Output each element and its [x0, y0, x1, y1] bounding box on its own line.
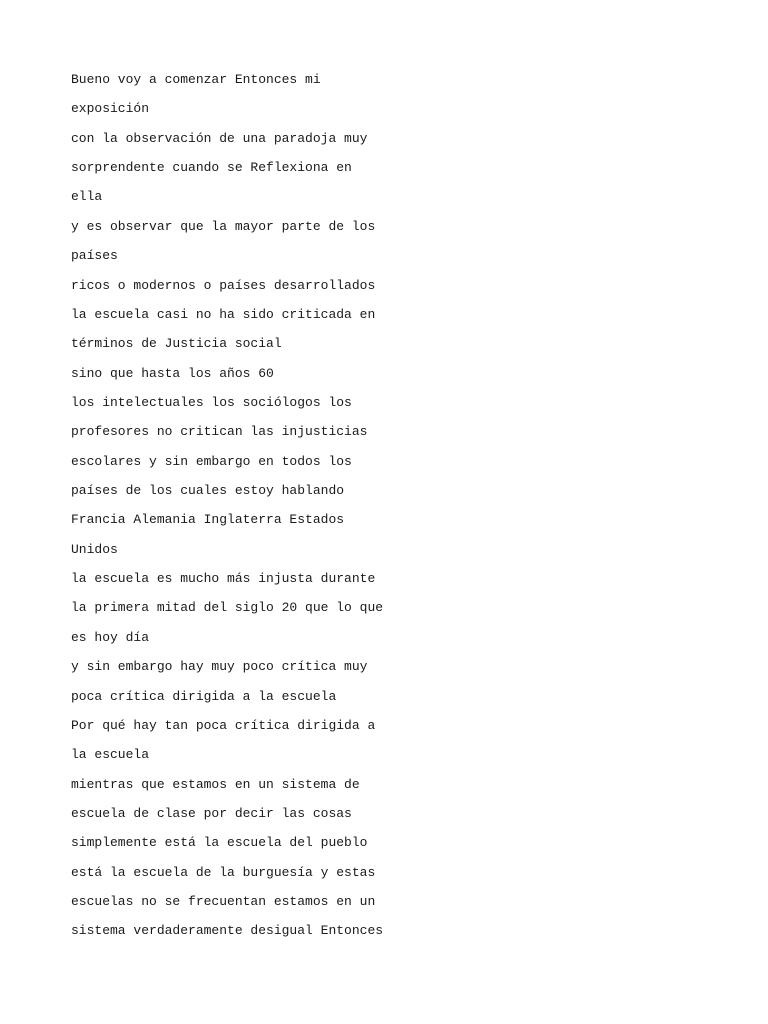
text-line: la escuela — [71, 747, 150, 763]
text-line: Unidos — [71, 541, 118, 557]
text-line: es hoy día — [71, 629, 150, 645]
text-line: con la observación de una paradoja muy — [71, 130, 368, 146]
text-line: Francia Alemania Inglaterra Estados — [71, 512, 345, 528]
text-line: los intelectuales los sociólogos los — [71, 394, 352, 410]
text-line: términos de Justicia social — [71, 336, 282, 352]
text-line: sino que hasta los años 60 — [71, 365, 274, 381]
text-line: países — [71, 248, 118, 264]
text-line: países de los cuales estoy hablando — [71, 483, 345, 499]
text-line: mientras que estamos en un sistema de — [71, 776, 360, 792]
text-line: la escuela casi no ha sido criticada en — [71, 306, 376, 322]
text-line: escuelas no se frecuentan estamos en un — [71, 894, 376, 910]
text-line: escuela de clase por decir las cosas — [71, 805, 352, 821]
text-line: ella — [71, 189, 103, 205]
text-line: sistema verdaderamente desigual Entonces — [71, 923, 384, 939]
text-line: y sin embargo hay muy poco crítica muy — [71, 659, 368, 675]
text-line: exposición — [71, 101, 150, 117]
text-line: sorprendente cuando se Reflexiona en — [71, 160, 352, 176]
text-line: profesores no critican las injusticias — [71, 424, 368, 440]
text-line: escolares y sin embargo en todos los — [71, 453, 352, 469]
text-line: poca crítica dirigida a la escuela — [71, 688, 337, 704]
text-line: y es observar que la mayor parte de los — [71, 218, 376, 234]
text-line: la escuela es mucho más injusta durante — [71, 571, 376, 587]
transcript-text — [71, 70, 711, 951]
text-line: Bueno voy a comenzar Entonces mi — [71, 72, 321, 87]
text-line: la primera mitad del siglo 20 que lo que — [71, 600, 384, 616]
text-line: Por qué hay tan poca crítica dirigida a — [71, 717, 376, 733]
text-line: simplemente está la escuela del pueblo — [71, 835, 368, 851]
text-line: está la escuela de la burguesía y estas — [71, 864, 376, 880]
text-line: ricos o modernos o países desarrollados — [71, 277, 376, 293]
